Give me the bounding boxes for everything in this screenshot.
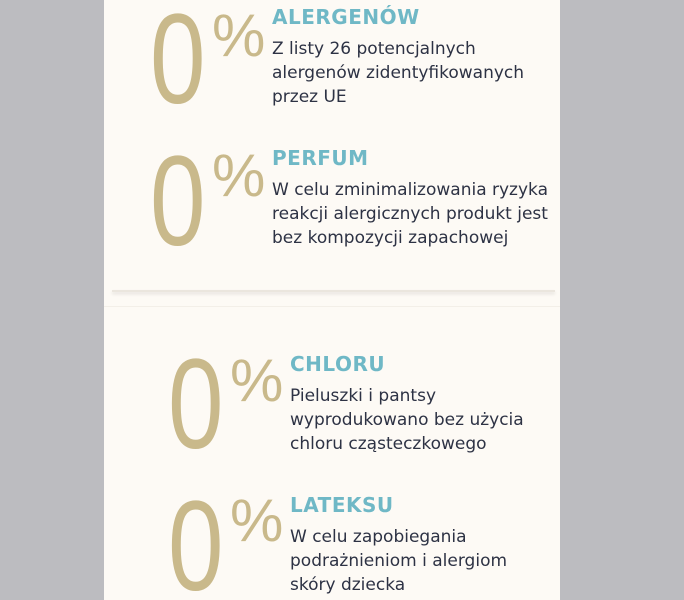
feature-desc-line: reakcji alergicznych produkt jest (272, 204, 548, 224)
percent-sign: % (230, 347, 284, 414)
feature-title: PERFUM (272, 146, 369, 170)
feature-desc-line: chloru cząsteczkowego (290, 434, 487, 454)
feature-title: ALERGENÓW (272, 5, 420, 29)
chlorine-feature (104, 333, 560, 485)
feature-title: CHLORU (290, 352, 386, 376)
zero-digit: 0 (168, 475, 222, 600)
zero-figure (150, 130, 219, 273)
percent-sign: % (212, 2, 266, 69)
feature-desc-line: podrażnieniom i alergiom (290, 551, 508, 571)
zero-figure (168, 333, 237, 476)
feature-desc-line: W celu zapobiegania (290, 527, 467, 547)
zero-digit: 0 (150, 0, 204, 131)
feature-title: LATEKSU (290, 493, 394, 517)
card-edge (104, 306, 560, 307)
feature-desc-line: alergenów zidentyfikowanych (272, 63, 525, 83)
feature-desc-line: bez kompozycji zapachowej (272, 228, 509, 248)
zero-digit: 0 (150, 130, 204, 273)
feature-desc-line: przez UE (272, 87, 347, 107)
feature-desc-line: Pieluszki i pantsy (290, 386, 437, 406)
feature-desc-line: skóry dziecka (290, 575, 406, 595)
feature-desc-line: wyprodukowano bez użycia (290, 410, 524, 430)
zero-figure (168, 475, 237, 600)
feature-desc-line: Z listy 26 potencjalnych (272, 39, 476, 59)
feature-desc-line: W celu zminimalizowania ryzyka (272, 180, 549, 200)
zero-figure (150, 0, 219, 131)
percent-sign: % (230, 487, 284, 554)
card-divider (112, 290, 555, 292)
percent-sign: % (212, 142, 266, 209)
perfume-feature (104, 130, 560, 280)
product-info-panel (104, 0, 560, 600)
zero-digit: 0 (168, 333, 222, 476)
allergens-feature (104, 0, 560, 140)
latex-feature (104, 475, 560, 600)
